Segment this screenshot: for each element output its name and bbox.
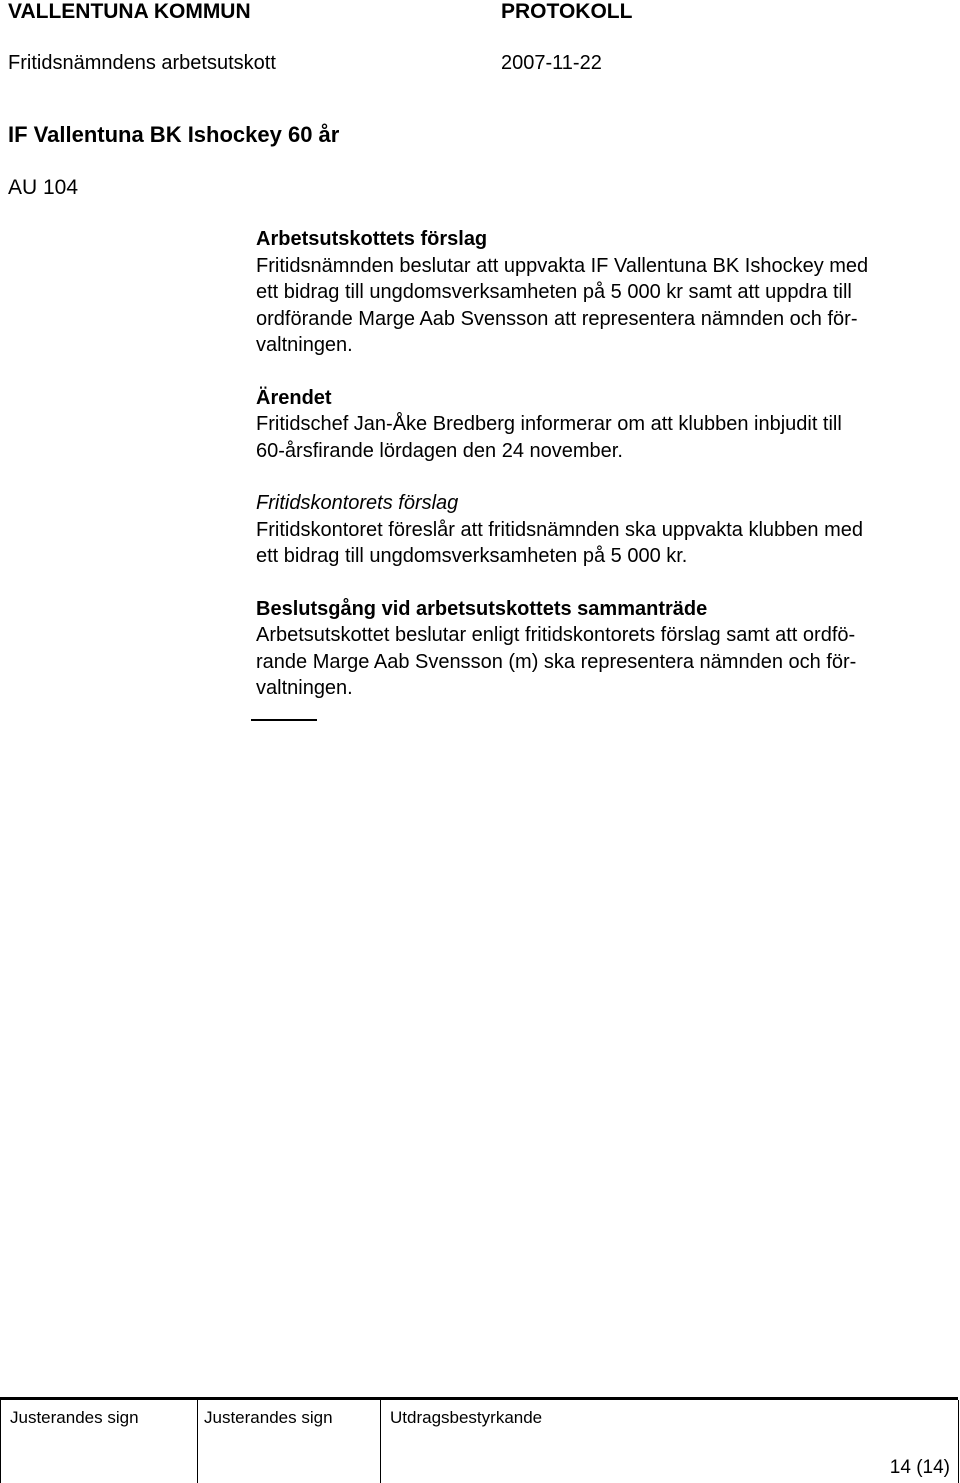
signature-cell-1 — [0, 1400, 198, 1483]
certification-cell — [380, 1400, 959, 1483]
matter-line: Fritidschef Jan-Åke Bredberg informerar om att klubben inbjudit till — [256, 413, 842, 435]
decision-line: rande Marge Aab Svensson (m) ska representera nämnden och för- — [256, 650, 857, 673]
page-title: IF Vallentuna BK Ishockey 60 år — [8, 122, 340, 147]
matter-line: 60-årsfirande lördagen den 24 november. — [256, 439, 623, 462]
signature-cell-2 — [197, 1400, 381, 1483]
office-proposal-line: ett bidrag till ungdomsverksamheten på 5 000 kr. — [256, 545, 688, 567]
signature-label: Justerandes sign — [204, 1408, 333, 1427]
signature-label: Justerandes sign — [10, 1408, 139, 1427]
meeting-date: 2007-11-22 — [501, 52, 602, 74]
matter-heading: Ärendet — [256, 386, 332, 409]
org-name: VALLENTUNA KOMMUN — [8, 0, 251, 23]
paragraph-reference: AU 104 — [8, 176, 79, 199]
end-of-section-rule — [251, 719, 317, 721]
signature-footer — [0, 1397, 958, 1483]
decision-line: Arbetsutskottet beslutar enligt fritidskontorets förslag samt att ordfö- — [256, 624, 856, 646]
proposal-line: ett bidrag till ungdomsverksamheten på 5 000 kr samt att uppdra till — [256, 281, 852, 303]
proposal-heading: Arbetsutskottets förslag — [256, 228, 488, 250]
decision-line: valtningen. — [256, 677, 353, 699]
decision-heading: Beslutsgång vid arbetsutskottets sammanträde — [256, 597, 708, 620]
page-number: 14 (14) — [889, 1457, 950, 1478]
doc-type: PROTOKOLL — [501, 0, 633, 23]
committee-name: Fritidsnämndens arbetsutskott — [8, 52, 276, 74]
proposal-line: valtningen. — [256, 334, 353, 356]
office-proposal-line: Fritidskontoret föreslår att fritidsnämnden ska uppvakta klubben med — [256, 518, 863, 541]
certification-label: Utdragsbestyrkande — [390, 1408, 543, 1427]
proposal-line: ordförande Marge Aab Svensson att representera nämnden och för- — [256, 307, 858, 330]
office-proposal-heading: Fritidskontorets förslag — [256, 492, 459, 514]
document-body — [256, 226, 956, 702]
proposal-line: Fritidsnämnden beslutar att uppvakta IF Vallentuna BK Ishockey med — [256, 254, 869, 277]
